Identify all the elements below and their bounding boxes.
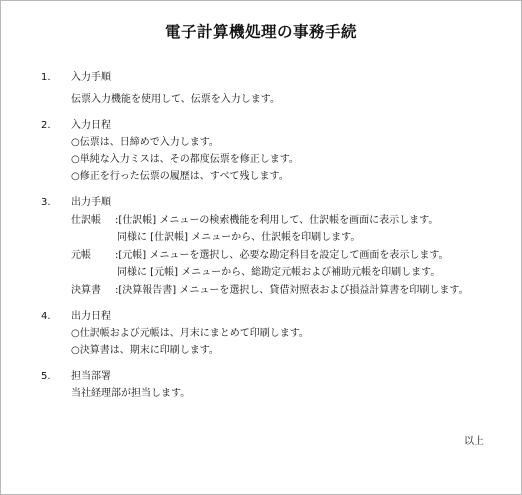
section-line: 伝票入力機能を使用して、伝票を入力します。 bbox=[71, 94, 280, 105]
document-title: 電子計算機処理の事務手続 bbox=[164, 23, 357, 41]
section-number: 1. bbox=[41, 72, 51, 83]
section-line: ○決算書は、期末に印刷します。 bbox=[71, 345, 219, 356]
section-number: 4. bbox=[41, 311, 51, 322]
section-heading: 入力手順 bbox=[71, 72, 111, 83]
item-label: 決算書 bbox=[71, 285, 101, 296]
section-line: ○仕訳帳および元帳は、月末にまとめて印刷します。 bbox=[71, 328, 309, 339]
section-line: 当社経理部が担当します。 bbox=[71, 388, 191, 399]
item-description: :[決算報告書] メニューを選択し、貸借対照表および損益計算書を印刷します。 bbox=[115, 285, 469, 296]
item-label: 元帳 bbox=[71, 250, 91, 261]
section-line: ○単純な入力ミスは、その都度伝票を修正します。 bbox=[71, 154, 299, 165]
item-continuation: 同様に [仕訳帳] メニューから、仕訳帳を印刷します。 bbox=[117, 232, 361, 243]
section-heading: 入力日程 bbox=[71, 120, 111, 131]
section-heading: 出力手順 bbox=[71, 197, 111, 208]
closing-text: 以上 bbox=[464, 436, 484, 447]
section-number: 5. bbox=[41, 371, 51, 382]
section-heading: 担当部署 bbox=[71, 371, 111, 382]
item-continuation: 同様に [元帳] メニューから、総勘定元帳および補助元帳を印刷します。 bbox=[117, 267, 441, 278]
item-description: :[仕訳帳] メニューの検索機能を利用して、仕訳帳を画面に表示します。 bbox=[115, 215, 439, 226]
section-number: 2. bbox=[41, 120, 51, 131]
section-number: 3. bbox=[41, 197, 51, 208]
section-line: ○修正を行った伝票の履歴は、すべて残します。 bbox=[71, 171, 289, 182]
item-description: :[元帳] メニューを選択し、必要な勘定科目を設定して画面を表示します。 bbox=[115, 250, 449, 261]
item-label: 仕訳帳 bbox=[71, 215, 101, 226]
section-heading: 出力日程 bbox=[71, 311, 111, 322]
section-line: ○伝票は、日締めで入力します。 bbox=[71, 137, 219, 148]
